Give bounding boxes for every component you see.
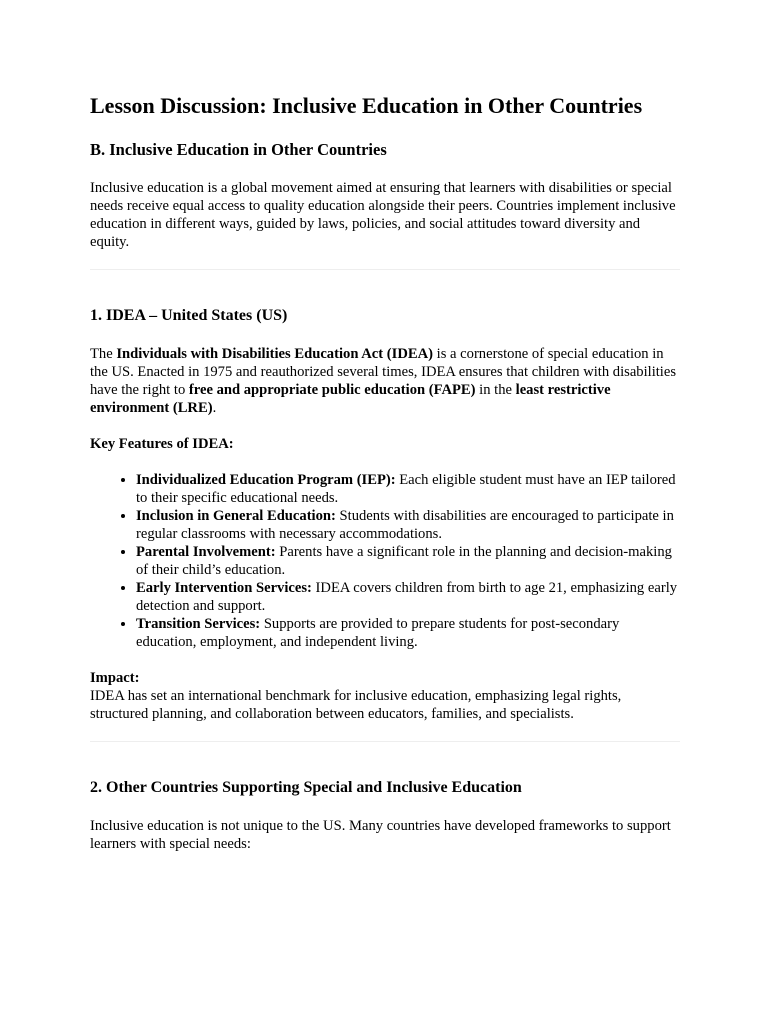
- feature-text: Each eligible student must have an IEP tailored to their specific educational needs.: [136, 471, 676, 506]
- impact-heading-text: Impact:: [90, 669, 140, 686]
- divider: [90, 269, 680, 270]
- feature-text: Supports are provided to prepare students for post-secondary education, employment, and independent living.: [136, 615, 620, 650]
- section-b-heading: B. Inclusive Education in Other Countries: [90, 139, 387, 159]
- feature-term: Parental Involvement:: [136, 543, 276, 560]
- idea-text: in the: [475, 381, 516, 398]
- list-item: [136, 471, 680, 507]
- other-countries-intro: Inclusive education is not unique to the US. Many countries have developed frameworks to support learners with special needs:: [90, 817, 671, 852]
- features-list: [90, 471, 680, 651]
- idea-text: .: [212, 399, 217, 416]
- list-item: [136, 507, 680, 543]
- document-page: [90, 92, 680, 871]
- list-item: [136, 579, 680, 615]
- section-b-intro: Inclusive education is a global movement aimed at ensuring that learners with disabilities or special needs receive equal access to quality education alongside their peers. Countries implement inclusive education in different ways, guided by laws, policies, and social attitudes toward diversity and equity.: [90, 180, 676, 251]
- other-countries-heading: 2. Other Countries Supporting Special and Inclusive Education: [90, 778, 522, 796]
- idea-lre: least restrictive environment (LRE): [90, 381, 611, 416]
- idea-text: is a cornerstone of special education in the US. Enacted in 1975 and reauthorized several times, IDEA ensures that children with disabilities have the right to: [90, 345, 677, 398]
- page-title: Lesson Discussion: Inclusive Education in Other Countries: [90, 93, 643, 118]
- impact-heading: [90, 669, 680, 687]
- feature-term: Inclusion in General Education:: [136, 507, 336, 524]
- feature-term: Early Intervention Services:: [136, 579, 312, 596]
- feature-text: Parents have a significant role in the planning and decision-making of their child’s education.: [136, 543, 672, 578]
- feature-term: Individualized Education Program (IEP):: [136, 471, 396, 488]
- features-heading-text: Key Features of IDEA:: [90, 435, 234, 452]
- idea-paragraph: [90, 345, 680, 417]
- idea-fape: free and appropriate public education (FAPE): [188, 381, 476, 398]
- feature-text: IDEA covers children from birth to age 21, emphasizing early detection and support.: [136, 579, 678, 614]
- idea-heading: 1. IDEA – United States (US): [90, 307, 288, 325]
- feature-term: Transition Services:: [136, 615, 261, 632]
- list-item: [136, 543, 680, 579]
- divider: [90, 741, 680, 742]
- idea-act-name: Individuals with Disabilities Education Act (IDEA): [116, 345, 434, 362]
- list-item: [136, 615, 680, 651]
- impact-text: IDEA has set an international benchmark for inclusive education, emphasizing legal rights, structured planning, and collaboration between educators, families, and specialists.: [90, 687, 622, 722]
- features-heading: [90, 435, 680, 453]
- idea-text: The: [90, 345, 117, 362]
- feature-text: Students with disabilities are encouraged to participate in regular classrooms with necessary accommodations.: [136, 507, 674, 542]
